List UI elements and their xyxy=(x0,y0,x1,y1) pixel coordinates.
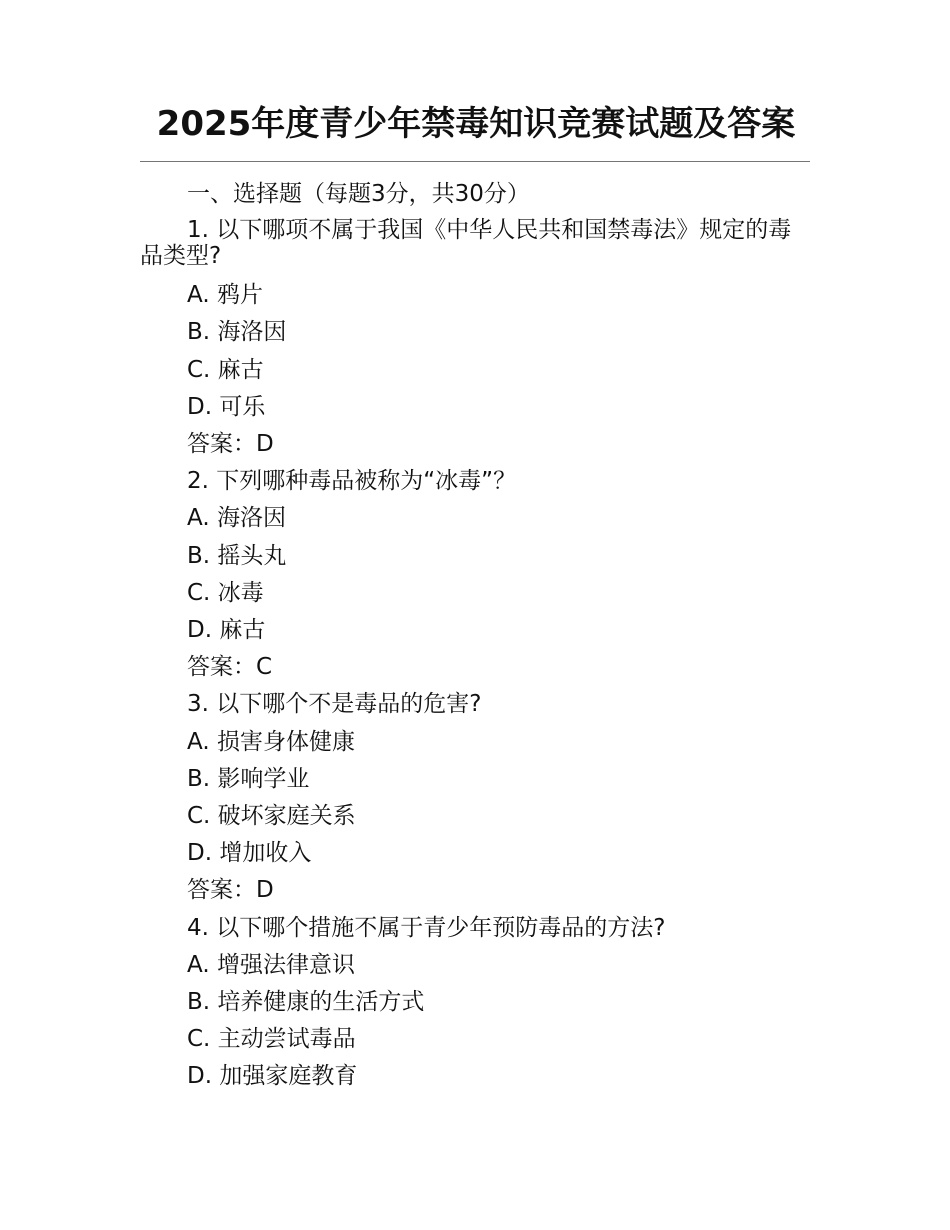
question-2-answer: 答案：C xyxy=(187,654,273,681)
question-stem-2: 2. 下列哪种毒品被称为“冰毒”？ xyxy=(187,468,517,495)
question-1-option-c: C. 麻古 xyxy=(187,356,264,383)
document-body xyxy=(140,176,812,1096)
question-3-answer: 答案：D xyxy=(187,877,274,904)
question-stem-3: 3. 以下哪个不是毒品的危害? xyxy=(187,691,482,718)
question-4-option-b: B. 培养健康的生活方式 xyxy=(187,989,425,1016)
question-stem-1: 1. 以下哪项不属于我国《中华人民共和国禁毒法》规定的毒品类型? xyxy=(140,217,792,270)
question-3-option-d: D. 增加收入 xyxy=(187,840,312,867)
question-1-answer: 答案：D xyxy=(187,431,274,458)
question-1-option-a: A. 鸦片 xyxy=(187,282,263,309)
question-2-option-c: C. 冰毒 xyxy=(187,579,264,606)
question-3-option-b: B. 影响学业 xyxy=(187,765,310,792)
question-2-option-a: A. 海洛因 xyxy=(187,505,286,532)
question-3-option-c: C. 破坏家庭关系 xyxy=(187,803,356,830)
question-1-option-b: B. 海洛因 xyxy=(187,319,287,346)
question-4-option-c: C. 主动尝试毒品 xyxy=(187,1026,356,1053)
title-underline-divider xyxy=(140,161,810,162)
question-2-option-b: B. 摇头丸 xyxy=(187,542,287,569)
question-4-option-a: A. 增强法律意识 xyxy=(187,951,355,978)
question-3-option-a: A. 损害身体健康 xyxy=(187,728,355,755)
section-heading: 一、选择题（每题3分，共30分） xyxy=(187,181,530,207)
question-2-option-d: D. 麻古 xyxy=(187,617,266,644)
question-1-option-d: D. 可乐 xyxy=(187,393,266,420)
document-title: 2025年度青少年禁毒知识竞赛试题及答案 xyxy=(156,104,796,144)
question-stem-4: 4. 以下哪个措施不属于青少年预防毒品的方法? xyxy=(187,914,666,941)
question-4-option-d: D. 加强家庭教育 xyxy=(187,1063,358,1090)
